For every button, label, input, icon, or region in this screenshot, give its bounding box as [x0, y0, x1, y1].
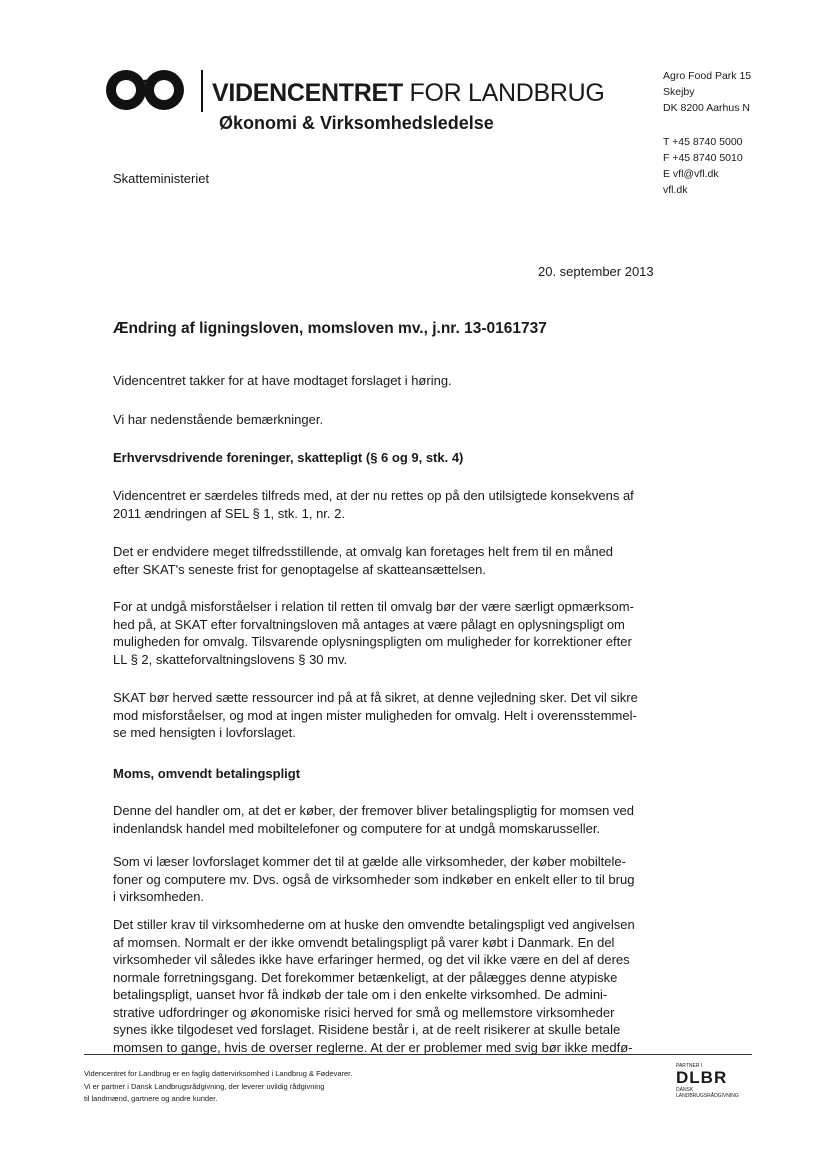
paragraph: Denne del handler om, at det er køber, der fremover bliver betalingspligtig for momsen ved indenlandsk handel med mobiltelefoner og computere for at undgå momskarusseller.	[113, 803, 634, 836]
contact-block	[663, 134, 743, 198]
contact-fax: F +45 8740 5010	[663, 152, 743, 164]
logo-divider	[201, 70, 203, 112]
footer-divider	[84, 1054, 752, 1055]
letter-subject: Ændring af ligningsloven, momsloven mv., j.nr. 13-0161737	[113, 320, 547, 337]
dlbr-sub: LANDBRUGSRÅDGIVNING	[676, 1093, 739, 1099]
org-subtitle: Økonomi & Virksomhedsledelse	[219, 113, 494, 133]
address-block	[663, 68, 751, 116]
paragraph: Det er endvidere meget tilfredsstillende, at omvalg kan foretages helt frem til en måned efter SKAT's seneste frist for genoptagelse af skatteansættelsen.	[113, 544, 614, 577]
address-line: Agro Food Park 15	[663, 70, 752, 82]
contact-web: vfl.dk	[663, 184, 688, 196]
section-heading: Erhvervsdrivende foreninger, skattepligt (§ 6 og 9, stk. 4)	[113, 450, 464, 465]
dlbr-logo	[676, 1063, 756, 1099]
paragraph: Vi har nedenstående bemærkninger.	[113, 412, 324, 427]
paragraph: Videncentret takker for at have modtaget forslaget i høring.	[113, 373, 452, 388]
paragraph: For at undgå misforståelser i relation til retten til omvalg bør der være særligt opmærksom- hed på, at SKAT efter forvaltningsloven må antages at være pålagt en oplysningspligt om muligheden for omvalg. Tilsvarende oplysningspligten om muligheder for korrektioner efter LL § 2, skatteforvaltningslovens § 30 mv.	[113, 599, 634, 667]
contact-phone: T +45 8740 5000	[663, 136, 743, 148]
letter-date: 20. september 2013	[538, 264, 654, 279]
paragraph: SKAT bør herved sætte ressourcer ind på at få sikret, at denne vejledning sker. Det vil sikre mod misforståelser, og mod at ingen mister muligheden for omvalg. Helt i overensstemmel- se med hensigten i lovforslaget.	[113, 690, 638, 740]
paragraph: Som vi læser lovforslaget kommer det til at gælde alle virksomheder, der køber mobiltele- foner og computere mv. Dvs. også de virksomheder som indkøber en enkelt eller to til brug i virksomheden.	[113, 854, 635, 904]
dlbr-partner-label: PARTNER I	[676, 1063, 703, 1069]
section-heading: Moms, omvendt betalingspligt	[113, 766, 301, 781]
address-line: DK 8200 Aarhus N	[663, 102, 750, 114]
dlbr-sub: DANSK	[676, 1087, 694, 1093]
address-line: Skejby	[663, 86, 695, 98]
dlbr-wordmark: DLBR	[676, 1068, 728, 1087]
paragraph: Det stiller krav til virksomhederne om at huske den omvendte betalingspligt ved angivelsen af momsen. Normalt er der ikke omvendt betalingspligt på varer købt i Danmark. En del virksomheder vil således ikke have erfaringer hermed, og det vil ikke være en del af deres normale forretningsgang. Det forekommer betænkeligt, at der pålægges denne atypiske betalingspligt, uanset hvor få indkøb der tale om i den enkelte virksomhed. De admini- strative udfordringer og økonomiske risici herved for små og mellemstore virksomheder synes ikke tilgodeset ved forslaget. Risidene består i, at de reelt risikerer at skulle betale momsen to gange, hvis de overser reglerne. At der er problemer med svig bør ikke medfø-	[113, 917, 635, 1055]
vfl-logo-graphic	[104, 64, 194, 116]
org-name: VIDENCENTRET FOR LANDBRUG	[212, 79, 605, 107]
footer-text: Videncentret for Landbrug er en faglig dattervirksomhed i Landbrug & Fødevarer. Vi er partner i Dansk Landbrugsrådgivning, der leverer uvildig rådgivning til landmænd, gartnere og andre kunder.	[84, 1069, 353, 1103]
vfl-logo	[104, 64, 194, 116]
paragraph: Videncentret er særdeles tilfreds med, at der nu rettes op på den utilsigtede konsekvens af 2011 ændringen af SEL § 1, stk. 1, nr. 2.	[113, 488, 634, 521]
recipient: Skatteministeriet	[113, 171, 210, 186]
contact-email: E vfl@vfl.dk	[663, 168, 719, 180]
